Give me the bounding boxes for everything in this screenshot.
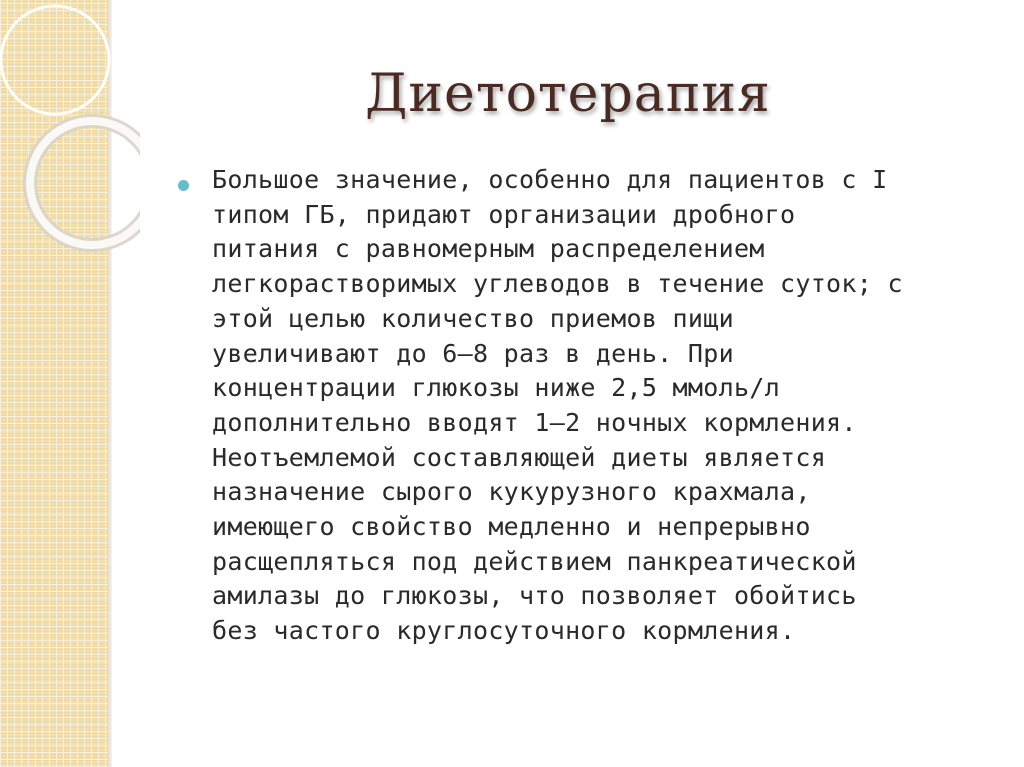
text-line: концентрации глюкозы ниже 2,5 ммоль/л bbox=[212, 373, 780, 403]
slide-title: Диетотерапия bbox=[365, 64, 771, 124]
text-line: расщепляться под действием панкреатической bbox=[212, 546, 857, 576]
text-line: питания с равномерным распределением bbox=[212, 234, 765, 264]
text-line: Большое значение, особенно для пациентов с I bbox=[212, 165, 888, 194]
decorative-circle-top bbox=[1, 6, 109, 114]
bullet-dot-icon bbox=[178, 180, 189, 191]
text-line: легкорастворимых углеводов в течение суток; с bbox=[212, 269, 903, 299]
text-line: Неотъемлемой составляющей диеты является bbox=[212, 442, 827, 472]
text-line: без частого круглосуточного кормления. bbox=[212, 616, 796, 646]
text-line: назначение сырого кукурузного крахмала, bbox=[212, 477, 811, 507]
text-line: типом ГБ, придают организации дробного bbox=[212, 199, 796, 229]
text-line: увеличивают до 6–8 раз в день. При bbox=[212, 338, 734, 368]
text-line: имеющего свойство медленно и непрерывно bbox=[212, 512, 811, 542]
bullet-text bbox=[212, 163, 992, 649]
text-line: дополнительно вводят 1–2 ночных кормления. bbox=[212, 407, 857, 437]
text-line: амилазы до глюкозы, что позволяет обойтись bbox=[212, 581, 857, 611]
text-line: этой целью количество приемов пищи bbox=[212, 303, 734, 333]
decorative-circles bbox=[0, 0, 140, 260]
decorative-ring bbox=[30, 121, 140, 245]
